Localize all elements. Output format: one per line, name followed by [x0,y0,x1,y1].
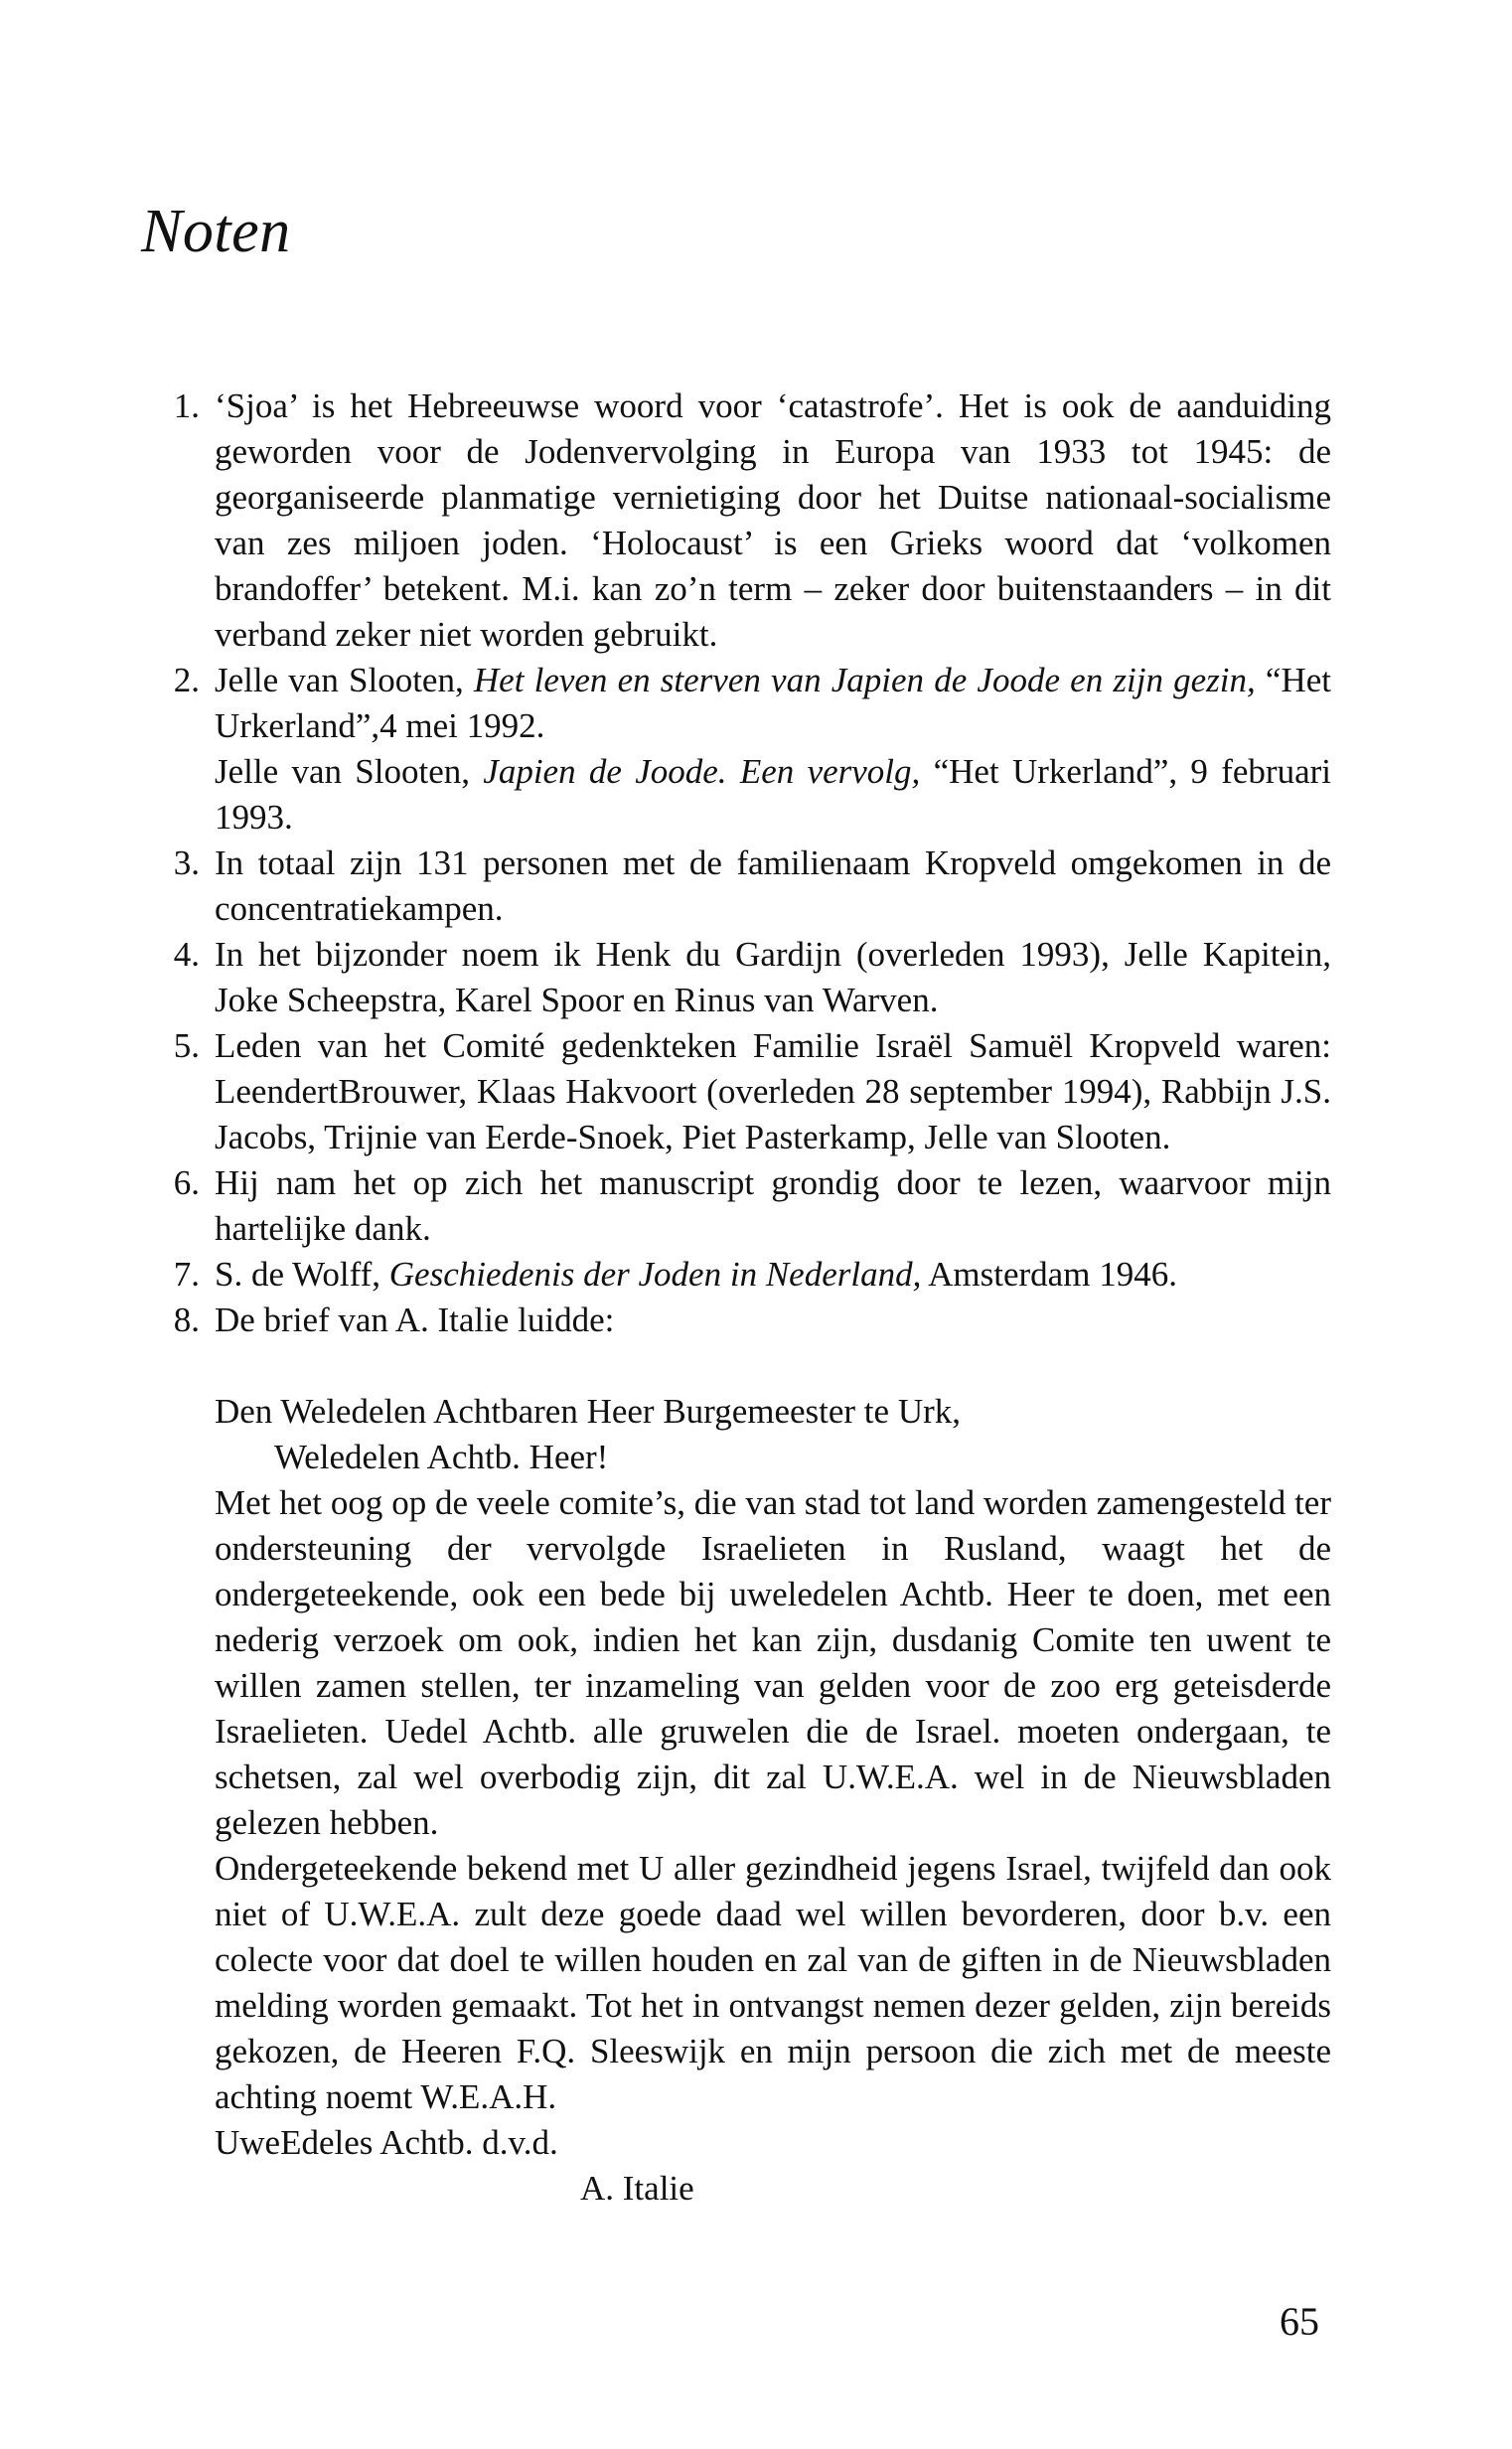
note-text: Hij nam het op zich het manuscript grondig door te lezen, waarvoor mijn hartelijke dank. [215,1163,1331,1248]
citation-title: Geschiedenis der Joden in Nederland, [388,1255,922,1294]
note-number: 1. [173,386,200,425]
note-text: Leden van het Comité gedenkteken Familie Israël Samuël Kropveld waren: LeendertBrouwer, Klaas Hakvoort (overleden 28 september 1994), Rabbijn J.S. Jacobs, Trijnie van Eerde-Snoek, Piet Pasterkamp, Jelle van Slooten. [215,1026,1331,1156]
citation-title: Japien de Joode. Een vervolg, [483,752,921,791]
note-text: In het bijzonder noem ik Henk du Gardijn (overleden 1993), Jelle Kapitein, Joke Scheepstra, Karel Spoor en Rinus van Warven. [215,935,1331,1019]
citation-author: Jelle van Slooten, [215,752,484,791]
notes-list [149,383,1331,2212]
note-number: 4. [173,935,200,974]
note-number: 8. [173,1301,200,1339]
letter-paragraph: Ondergeteekende bekend met U aller gezindheid jegens Israel, twijfeld dan ook niet of U.W.E.A. zult deze goede daad wel willen bevorderen, door b.v. een colecte voor dat doel te willen houden en zal van de giften in de Nieuwsbladen melding worden gemaakt. Tot het in ontvangst nemen dezer gelden, zijn bereids gekozen, de Heeren F.Q. Sleeswijk en mijn persoon die zich met de meeste achting noemt W.E.A.H. [215,1849,1331,2116]
citation-source: Amsterdam 1946. [921,1255,1177,1294]
note-line [215,658,1331,749]
note-text: ‘Sjoa’ is het Hebreeuwse woord voor ‘catastrofe’. Het is ook de aanduiding geworden voor de Jodenvervolging in Europa van 1933 tot 1945: de georganiseerde planmatige vernietiging door het Duitse nationaal-socialisme van zes miljoen joden. ‘Holocaust’ is een Grieks woord dat ‘volkomen brandoffer’ betekent. M.i. kan zo’n term – zeker door buitenstaanders – in dit verband zeker niet worden gebruikt. [215,386,1331,654]
letter-signature: A. Italie [580,2169,694,2208]
citation-author: Jelle van Slooten, [215,661,474,699]
note-line [215,749,1331,841]
note-item [149,383,1331,658]
quoted-letter [215,1389,1331,2212]
note-number: 3. [173,843,200,882]
note-item [149,1298,1331,1343]
letter-paragraph: Met het oog op de veele comite’s, die van stad tot land worden zamengesteld ter ondersteuning der vervolgde Israelieten in Rusland, waagt het de ondergeteekende, ook een bede bij uweledelen Achtb. Heer te doen, met een nederig verzoek om ook, indien het kan zijn, dusdanig Comite ten uwent te willen zamen stellen, ter inzameling van gelden voor de zoo erg geteisderde Israelieten. Uedel Achtb. alle gruwelen die de Israel. moeten ondergaan, te schetsen, zal wel overbodig zijn, dit zal U.W.E.A. wel in de Nieuwsbladen gelezen hebben. [215,1483,1331,1842]
note-number: 7. [173,1255,200,1294]
letter-closing: UweEdeles Achtb. d.v.d. [215,2123,558,2162]
note-number: 6. [173,1163,200,1202]
note-number: 2. [173,661,200,699]
note-text: De brief van A. Italie luidde: [215,1301,615,1339]
note-item [149,658,1331,841]
letter-address: Den Weledelen Achtbaren Heer Burgemeester te Urk, [215,1392,961,1431]
citation-source: “Het Urkerland”,4 mei 1992. [215,661,1331,745]
note-text [215,1252,1331,1298]
page-number: 65 [1280,2299,1319,2344]
note-item [149,932,1331,1023]
citation-author: S. de Wolff, [215,1255,389,1294]
note-item [149,1023,1331,1160]
note-number: 5. [173,1026,200,1065]
note-item [149,1252,1331,1298]
page-title: Noten [141,198,291,265]
citation-title: Het leven en sterven van Japien de Joode en zijn gezin, [473,661,1256,699]
letter-salutation: Weledelen Achtb. Heer! [274,1438,609,1476]
note-text [215,658,1331,841]
citation-source: “Het Urkerland”, 9 februari 1993. [215,752,1331,837]
note-text: In totaal zijn 131 personen met de familienaam Kropveld omgekomen in de concentratiekampen. [215,843,1331,928]
note-item [149,1160,1331,1252]
note-item [149,841,1331,932]
